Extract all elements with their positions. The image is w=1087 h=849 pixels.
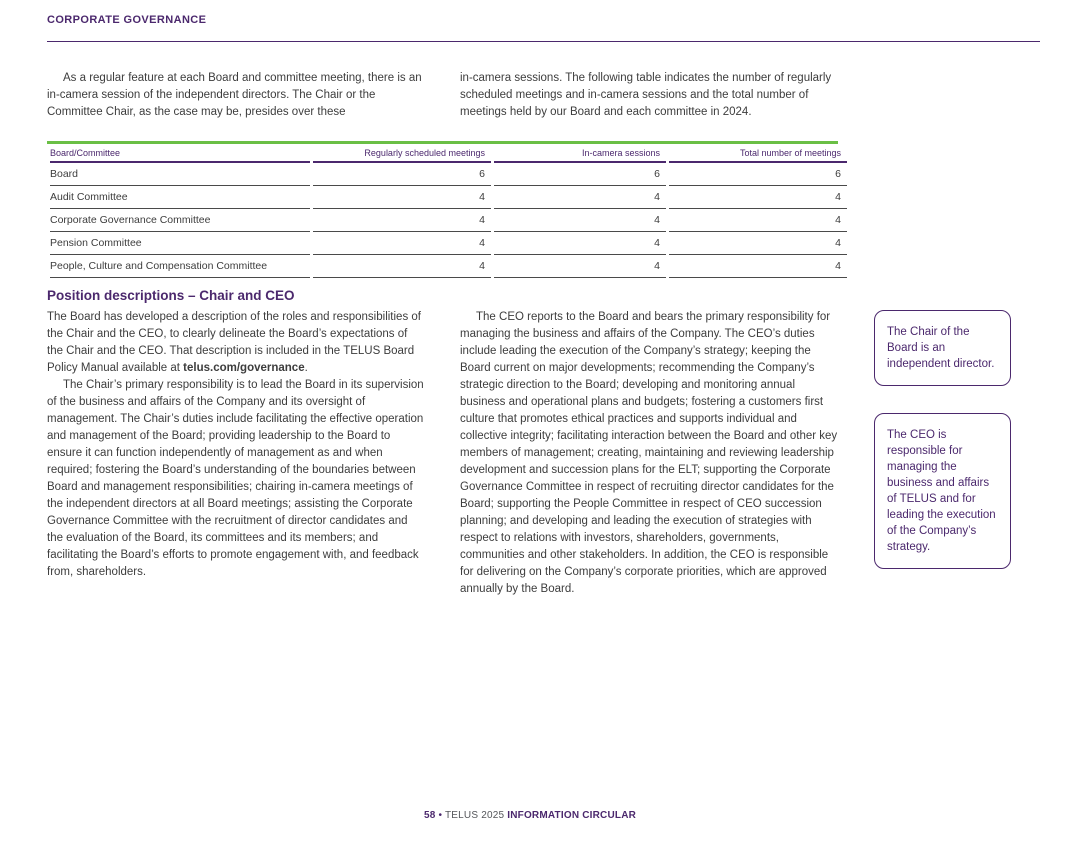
ceo-paragraph: The CEO reports to the Board and bears the primary responsibility for managing the business and affairs of the Company. The CEO’s duties include leading the execution of the Company’s strategy; keeping the Board current on major developments; recommending the Company’s strategic direction to the Board; developing and monitoring annual business and operational plans and budgets; fostering a customers first culture that promotes ethical practices and supports individual and collective integrity; facilitating interaction between the Board and other key members of management; creating, maintaining and reviewing leadership development and succession plans for the ELT; supporting the Corporate Governance Committee in respect of recruiting director candidates for the Board; supporting the People Committee in respect of CEO succession planning; and developing and leading the execution of strategies with respect to relations with investors, shareholders, governments, communities and other stakeholders. In addition, the CEO is responsible for delivering on the Company’s corporate priorities, which are approved annually by the Board. — [460, 311, 838, 595]
table-header-row — [50, 144, 847, 163]
callout-ceo — [874, 413, 1011, 569]
chair-paragraph-1 — [47, 309, 425, 377]
cell-in-camera: 6 — [494, 163, 666, 186]
callout-chair-text: The Chair of the Board is an independent director. — [887, 326, 995, 370]
cell-in-camera: 4 — [494, 209, 666, 232]
callout-ceo-text: The CEO is responsible for managing the business and affairs of TELUS and for leading the execution of the Company’s strategy. — [887, 429, 996, 553]
callout-column — [874, 310, 1011, 569]
cell-regular: 4 — [313, 209, 491, 232]
callout-chair — [874, 310, 1011, 386]
body-column-left — [47, 309, 425, 598]
table-row — [50, 232, 847, 255]
column-header-committee: Board/Committee — [50, 144, 310, 163]
cell-total: 4 — [669, 255, 847, 278]
cell-total: 6 — [669, 163, 847, 186]
column-header-in-camera: In-camera sessions — [494, 144, 666, 163]
footer-doc-name: TELUS 2025 — [444, 810, 505, 821]
table-row — [50, 209, 847, 232]
column-header-regular-meetings: Regularly scheduled meetings — [313, 144, 491, 163]
chair-paragraph-1-text: The Board has developed a description of the roles and responsibilities of the Chair and the CEO, to clearly delineate the Board’s expectations of the Chair and the CEO. That description is included in the TELUS Board Policy Manual available at — [47, 311, 421, 374]
page-number: 58 — [423, 810, 436, 821]
cell-regular: 4 — [313, 255, 491, 278]
body-column-right — [460, 309, 838, 598]
cell-total: 4 — [669, 232, 847, 255]
page-footer — [0, 810, 1060, 821]
position-descriptions-body — [47, 309, 838, 598]
table-row — [50, 186, 847, 209]
page-title: CORPORATE GOVERNANCE — [47, 14, 207, 26]
cell-committee: People, Culture and Compensation Committee — [50, 255, 310, 278]
section-title: Position descriptions – Chair and CEO — [47, 288, 295, 303]
footer-doc-title: INFORMATION CIRCULAR — [507, 810, 637, 821]
chair-paragraph-1-end: . — [304, 362, 308, 374]
cell-committee: Pension Committee — [50, 232, 310, 255]
governance-link[interactable]: telus.com/governance — [183, 362, 305, 374]
cell-regular: 4 — [313, 232, 491, 255]
meetings-table-container — [47, 141, 841, 278]
footer-bullet: • — [438, 810, 443, 821]
meetings-table — [47, 144, 850, 278]
cell-in-camera: 4 — [494, 186, 666, 209]
cell-committee: Board — [50, 163, 310, 186]
cell-total: 4 — [669, 186, 847, 209]
intro-section — [47, 70, 838, 121]
chair-paragraph-2: The Chair’s primary responsibility is to lead the Board in its supervision of the business and affairs of the Company and its oversight of management. The Chair’s duties include facilitating the effective operation and management of the Board; providing leadership to the Board to ensure it can function independently of management as and when required; fostering the Board’s understanding of the boundaries between Board and management responsibilities; chairing in-camera meetings of the independent directors at all Board meetings; assisting the Corporate Governance Committee with the recruitment of director candidates and the evaluation of the Board, its committees and its members; and facilitating the Board’s efforts to promote engagement with, and feedback from, shareholders. — [47, 379, 424, 578]
column-header-total: Total number of meetings — [669, 144, 847, 163]
cell-regular: 6 — [313, 163, 491, 186]
cell-committee: Corporate Governance Committee — [50, 209, 310, 232]
cell-in-camera: 4 — [494, 255, 666, 278]
cell-committee: Audit Committee — [50, 186, 310, 209]
header-divider — [47, 41, 1040, 42]
cell-in-camera: 4 — [494, 232, 666, 255]
table-row — [50, 255, 847, 278]
intro-paragraph-left: As a regular feature at each Board and committee meeting, there is an in-camera session of the independent directors. The Chair or the Committee Chair, as the case may be, presides over these — [47, 72, 422, 118]
intro-paragraph-right: in-camera sessions. The following table indicates the number of regularly scheduled meetings and in-camera sessions and the total number of meetings held by our Board and each committee in 2024. — [460, 72, 832, 118]
cell-total: 4 — [669, 209, 847, 232]
table-row — [50, 163, 847, 186]
cell-regular: 4 — [313, 186, 491, 209]
